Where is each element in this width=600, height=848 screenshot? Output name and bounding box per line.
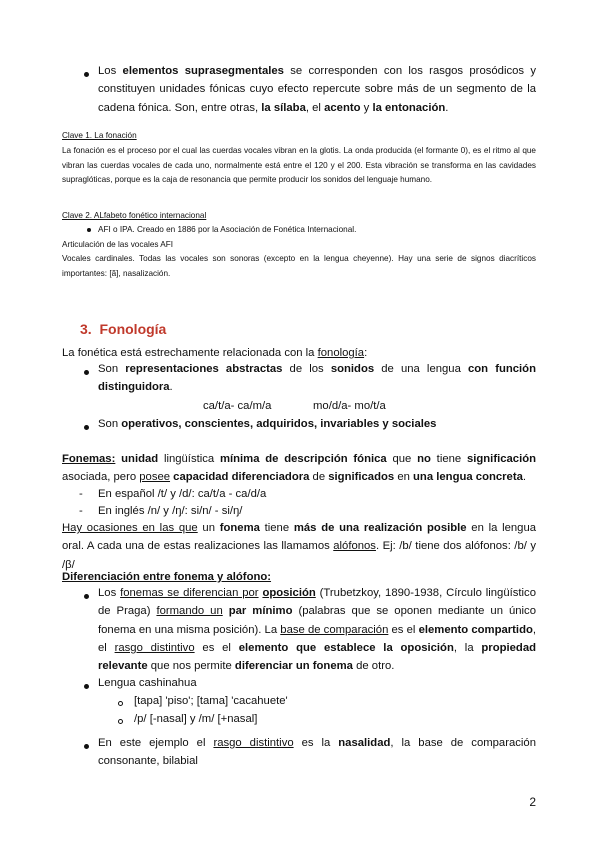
clave2-line: Articulación de las vocales AFI — [62, 240, 174, 249]
clave1-title: Clave 1. La fonación — [62, 131, 137, 140]
section-number: 3. — [80, 321, 92, 337]
example-spanish: En español /t/ y /d/: ca/t/a - ca/d/a — [98, 488, 267, 500]
example-2: mo/d/a- mo/t/a — [313, 400, 386, 412]
section-heading — [80, 318, 166, 341]
fonologia-bullet-2: Son operativos, conscientes, adquiridos, invariables y sociales — [98, 418, 437, 430]
bullet-icon — [84, 744, 89, 749]
cashinahua-example-1: [tapa] 'piso'; [tama] 'cacahuete' — [134, 695, 288, 707]
fonologia-bullet-1: Son representaciones abstractas de los sonidos de una lengua con función distinguidora. — [98, 363, 536, 394]
cashinahua-example-2: /p/ [-nasal] y /m/ [+nasal] — [134, 713, 258, 725]
clave2-bullet: AFI o IPA. Creado en 1886 por la Asociación de Fonética Internacional. — [98, 225, 357, 234]
clave2-text: Vocales cardinales. Todas las vocales son sonoras (excepto en la lengua cheyenne). Hay una serie de signos diacríticos importantes: [ã], nasalización. — [62, 254, 536, 278]
clave2-title: Clave 2. ALfabeto fonético internacional — [62, 211, 207, 220]
bullet-icon — [84, 684, 89, 689]
bullet-icon — [84, 594, 89, 599]
suprasegmental-paragraph: Los elementos suprasegmentales se corresponden con los rasgos prosódicos y constituyen unidades fónicas cuyo efecto repercute sobre más de un segmento de la cadena fónica. Son, entre otras, la sílaba, el acento y la entonación. — [98, 65, 536, 114]
fonologia-intro: La fonética está estrechamente relacionada con la fonología: — [62, 347, 368, 359]
circle-bullet-icon — [118, 719, 123, 724]
lengua-cashinahua: Lengua cashinahua — [98, 677, 197, 689]
bullet-icon — [84, 72, 89, 77]
dash-icon: - — [79, 488, 83, 500]
section-title: Fonología — [99, 321, 167, 337]
rasgo-distintivo-paragraph: En este ejemplo el rasgo distintivo es la nasalidad, la base de comparación consonante, bilabial — [98, 737, 536, 768]
page-number: 2 — [529, 795, 536, 809]
oposicion-paragraph: Los fonemas se diferencian por oposición (Trubetzkoy, 1890-1938, Círculo lingüístico de Praga) formando un par mínimo (palabras que se oponen mediante un único fonema en una misma posición). La base de comparación es el elemento compartido, el rasgo distintivo es el elemento que establece la oposición, la propiedad relevante que nos permite diferenciar un fonema de otro. — [98, 587, 537, 673]
alofonos-paragraph: Hay ocasiones en las que un fonema tiene más de una realización posible en la lengua oral. A cada una de estas realizaciones las llamamos alófonos. Ej: /b/ tiene dos alófonos: /b/ y /β/ — [62, 522, 537, 571]
bullet-icon — [84, 425, 89, 430]
example-english: En inglés /n/ y /ŋ/: si/n/ - si/ŋ/ — [98, 505, 243, 517]
circle-bullet-icon — [118, 701, 123, 706]
example-1: ca/t/a- ca/m/a — [203, 400, 272, 412]
clave1-text: La fonación es el proceso por el cual las cuerdas vocales vibran en la glotis. La onda producida (el formante 0), es el ritmo al que vibran las cuerdas vocales de cada uno, normalmente está entre el 120 y el 200. Esta vibración se transforma en las cavidades supraglóticas, porque es la caja de resonancia que permite producir los sonidos del lenguaje humano. — [62, 146, 536, 185]
dash-icon: - — [79, 505, 83, 517]
diferenciacion-title: Diferenciación entre fonema y alófono: — [62, 571, 272, 583]
bullet-icon — [87, 228, 91, 232]
bullet-icon — [84, 370, 89, 375]
fonemas-definition: Fonemas: unidad lingüística mínima de descripción fónica que no tiene significación asociada, pero posee capacidad diferenciadora de significados en una lengua concreta. — [62, 453, 537, 484]
